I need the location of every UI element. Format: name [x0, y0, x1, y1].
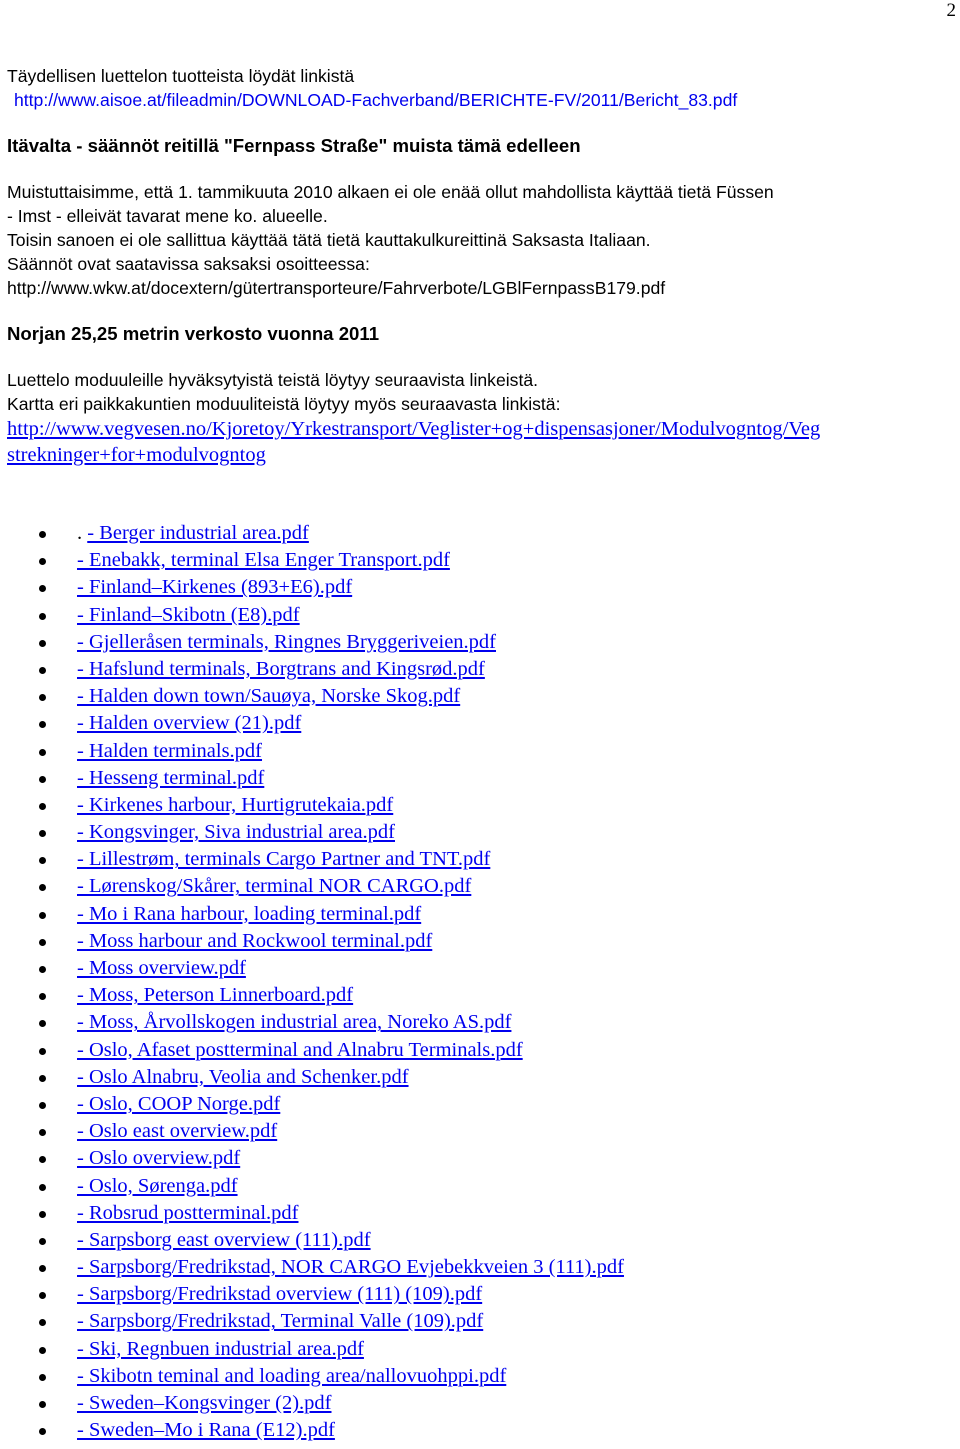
file-list-item [0, 1009, 960, 1036]
file-list-item [0, 547, 960, 574]
file-link[interactable]: - Oslo, Afaset postterminal and Alnabru Terminals.pdf [77, 1038, 523, 1061]
file-link[interactable]: - Sweden–Mo i Rana (E12).pdf [77, 1419, 335, 1442]
file-list-item [0, 1091, 960, 1118]
file-link[interactable]: - Kirkenes harbour, Hurtigrutekaia.pdf [77, 793, 394, 816]
module-road-file-list [0, 520, 960, 1444]
bullet-icon [39, 1374, 46, 1381]
file-link[interactable]: - Kongsvinger, Siva industrial area.pdf [77, 821, 395, 844]
austria-paragraph-line: Muistuttaisimme, että 1. tammikuuta 2010 alkaen ei ole enää ollut mahdollista käyttää tietä Füssen [7, 182, 774, 202]
file-list-item [0, 1336, 960, 1363]
file-list-item [0, 1308, 960, 1335]
document-body [7, 64, 957, 468]
bullet-icon [39, 966, 46, 973]
file-link[interactable]: - Oslo east overview.pdf [77, 1120, 278, 1143]
austria-paragraph-line: Toisin sanoen ei ole sallittua käyttää tätä tietä kauttakulkureittinä Saksasta Italiaan. [7, 230, 651, 250]
file-list-item [0, 1037, 960, 1064]
bullet-icon [39, 1020, 46, 1027]
file-list-item [0, 656, 960, 683]
bullet-icon [39, 585, 46, 592]
bullet-icon [39, 749, 46, 756]
file-list-item [0, 792, 960, 819]
vegvesen-link-line-1: http://www.vegvesen.no/Kjoretoy/Yrkestransport/Veglister+og+dispensasjoner/Modulvogntog/Veg [7, 418, 821, 440]
file-list-item [0, 1363, 960, 1390]
bullet-icon [39, 1184, 46, 1191]
aisoe-report-link[interactable]: http://www.aisoe.at/fileadmin/DOWNLOAD-Fachverband/BERICHTE-FV/2011/Bericht_83.pdf [14, 90, 738, 110]
file-list-item [0, 574, 960, 601]
bullet-icon [39, 857, 46, 864]
file-list-item [0, 1390, 960, 1417]
file-list-item [0, 1227, 960, 1254]
file-list-item [0, 846, 960, 873]
file-list-item [0, 683, 960, 710]
bullet-icon [39, 721, 46, 728]
bullet-icon [39, 1156, 46, 1163]
norway-paragraph-line: Kartta eri paikkakuntien moduuliteistä löytyy myös seuraavasta linkistä: [7, 394, 561, 414]
file-list-item [0, 765, 960, 792]
item-prefix: . [77, 522, 88, 544]
file-link[interactable]: - Hesseng terminal.pdf [77, 766, 265, 789]
file-list-item [0, 928, 960, 955]
file-list-item [0, 955, 960, 982]
file-link[interactable]: - Gjelleråsen terminals, Ringnes Bryggeriveien.pdf [77, 630, 496, 653]
bullet-icon [39, 1075, 46, 1082]
file-link[interactable]: - Sarpsborg/Fredrikstad, Terminal Valle (109).pdf [77, 1310, 484, 1333]
bullet-icon [39, 1347, 46, 1354]
file-link[interactable]: - Moss harbour and Rockwool terminal.pdf [77, 929, 433, 952]
file-link[interactable]: - Enebakk, terminal Elsa Enger Transport.pdf [77, 549, 450, 572]
file-link[interactable]: - Sweden–Kongsvinger (2).pdf [77, 1392, 332, 1414]
file-list-item [0, 1417, 960, 1444]
file-link[interactable]: - Halden terminals.pdf [77, 739, 263, 762]
file-link[interactable]: - Skibotn teminal and loading area/nallovuohppi.pdf [77, 1364, 507, 1387]
file-link[interactable]: - Berger industrial area.pdf [87, 522, 309, 544]
file-link[interactable]: - Oslo Alnabru, Veolia and Schenker.pdf [77, 1065, 409, 1088]
bullet-icon [39, 1102, 46, 1109]
file-link[interactable]: - Ski, Regnbuen industrial area.pdf [77, 1337, 364, 1360]
file-list-item [0, 629, 960, 656]
austria-heading: Itävalta - säännöt reitillä "Fernpass Straße" muista tämä edelleen [7, 135, 581, 156]
file-list-item [0, 1145, 960, 1172]
bullet-icon [39, 993, 46, 1000]
file-list-item [0, 819, 960, 846]
bullet-icon [39, 884, 46, 891]
bullet-icon [39, 694, 46, 701]
bullet-icon [39, 531, 46, 538]
file-list-item [0, 1254, 960, 1281]
file-list-item [0, 738, 960, 765]
file-link[interactable]: - Oslo, COOP Norge.pdf [77, 1092, 281, 1115]
file-link[interactable]: - Finland–Skibotn (E8).pdf [77, 603, 300, 626]
bullet-icon [39, 1048, 46, 1055]
bullet-icon [39, 1401, 46, 1408]
bullet-icon [39, 558, 46, 565]
file-link[interactable]: - Sarpsborg/Fredrikstad, NOR CARGO Evjebekkveien 3 (111).pdf [77, 1256, 624, 1279]
bullet-icon [39, 912, 46, 919]
file-list-item [0, 1064, 960, 1091]
bullet-icon [39, 667, 46, 674]
file-link[interactable]: - Moss, Årvollskogen industrial area, Noreko AS.pdf [77, 1011, 512, 1034]
bullet-icon [39, 1238, 46, 1245]
file-list-item [0, 1173, 960, 1200]
file-link[interactable]: - Lillestrøm, terminals Cargo Partner and TNT.pdf [77, 848, 491, 871]
bullet-icon [39, 939, 46, 946]
file-list-item [0, 1200, 960, 1227]
bullet-icon [39, 1265, 46, 1272]
intro-text: Täydellisen luettelon tuotteista löydät linkistä [7, 66, 355, 86]
austria-paragraph-line: Säännöt ovat saatavissa saksaksi osoitteessa: [7, 254, 370, 274]
page-number: 2 [946, 0, 956, 21]
vegvesen-link[interactable] [7, 416, 957, 468]
file-link[interactable]: - Finland–Kirkenes (893+E6).pdf [77, 576, 353, 599]
file-list-item [0, 1281, 960, 1308]
file-link[interactable]: - Hafslund terminals, Borgtrans and Kingsrød.pdf [77, 657, 485, 680]
austria-paragraph-line: - Imst - elleivät tavarat mene ko. alueelle. [7, 206, 328, 226]
bullet-icon [39, 803, 46, 810]
file-link[interactable]: - Mo i Rana harbour, loading terminal.pdf [77, 902, 422, 925]
bullet-icon [39, 776, 46, 783]
bullet-icon [39, 1292, 46, 1299]
file-link[interactable]: - Oslo overview.pdf [77, 1147, 241, 1170]
file-list-item [0, 710, 960, 737]
bullet-icon [39, 640, 46, 647]
file-link[interactable]: - Lørenskog/Skårer, terminal NOR CARGO.pdf [77, 875, 472, 898]
file-link[interactable]: - Sarpsborg east overview (111).pdf [77, 1228, 371, 1251]
file-link[interactable]: - Halden down town/Sauøya, Norske Skog.pdf [77, 685, 461, 708]
bullet-icon [39, 1319, 46, 1326]
bullet-icon [39, 613, 46, 620]
file-list-item [0, 1118, 960, 1145]
bullet-icon [39, 1211, 46, 1218]
file-link[interactable]: - Oslo, Sørenga.pdf [77, 1174, 238, 1197]
file-list-item [0, 982, 960, 1009]
file-list-item [0, 901, 960, 928]
file-list-item [0, 602, 960, 629]
norway-paragraph-line: Luettelo moduuleille hyväksytyistä teistä löytyy seuraavista linkeistä. [7, 370, 538, 390]
file-link[interactable]: - Moss overview.pdf [77, 957, 246, 979]
bullet-icon [39, 1129, 46, 1136]
norway-heading: Norjan 25,25 metrin verkosto vuonna 2011 [7, 323, 380, 344]
file-link[interactable]: - Sarpsborg/Fredrikstad overview (111) (109).pdf [77, 1283, 483, 1306]
file-list-item [0, 873, 960, 900]
bullet-icon [39, 1428, 46, 1435]
bullet-icon [39, 830, 46, 837]
vegvesen-link-line-2: strekninger+for+modulvogntog [7, 444, 266, 466]
file-link[interactable]: - Halden overview (21).pdf [77, 712, 302, 735]
file-list-item [0, 520, 960, 547]
file-link[interactable]: - Robsrud postterminal.pdf [77, 1201, 299, 1224]
fernpass-rules-url: http://www.wkw.at/docextern/gütertransporteure/Fahrverbote/LGBlFernpassB179.pdf [7, 278, 666, 298]
file-link[interactable]: - Moss, Peterson Linnerboard.pdf [77, 984, 354, 1007]
